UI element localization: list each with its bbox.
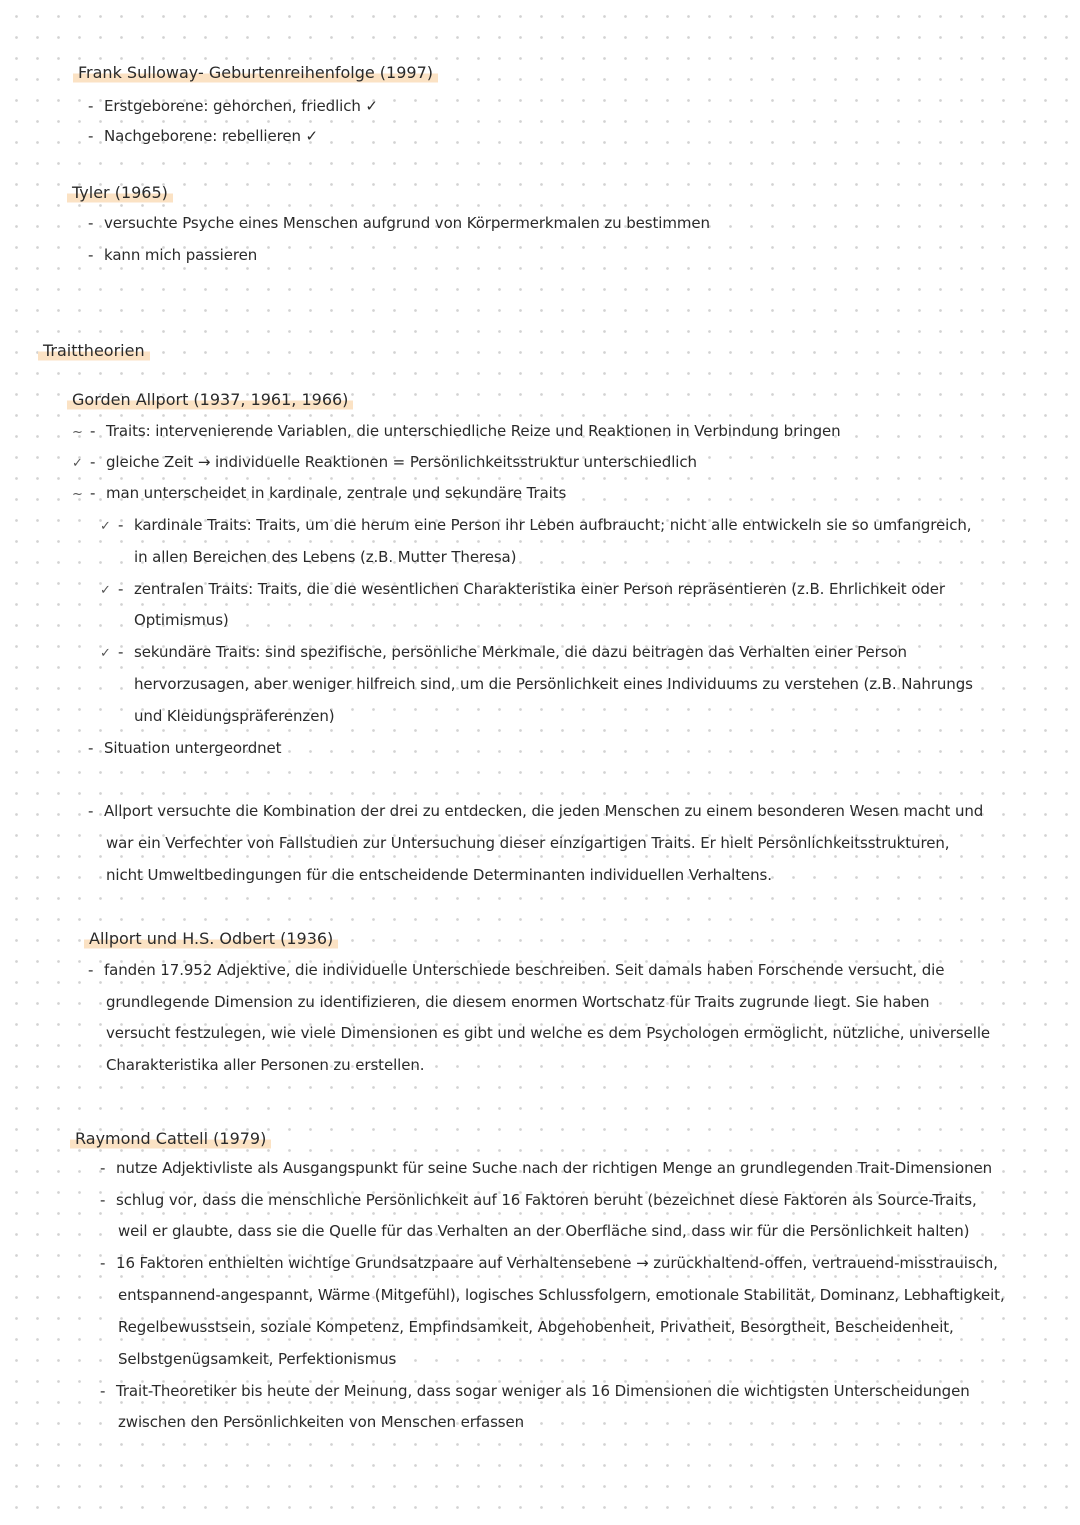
heading-traittheorien: Traittheorien (38, 340, 150, 362)
item-text: versuchte Psyche eines Menschen aufgrund von Körpermerkmalen zu bestimmen (104, 214, 710, 232)
dash-mark: - (88, 214, 94, 232)
dash-mark: - (100, 1191, 106, 1209)
item-text: 16 Faktoren enthielten wichtige Grundsatzpaare auf Verhaltensebene → zurückhaltend-offen, vertrauend-misstrauisch, (116, 1254, 998, 1272)
list-item (72, 482, 566, 506)
list-item (88, 125, 318, 147)
paragraph-line: Charakteristika aller Personen zu erstellen. (106, 1056, 425, 1074)
check-mark-icon: ✓ (100, 646, 111, 661)
item-text: zentralen Traits: Traits, die die wesentlichen Charakteristika einer Person repräsentieren (z.B. Ehrlichkeit oder (134, 580, 945, 598)
dash-mark: - (100, 1159, 106, 1177)
list-item (88, 244, 257, 266)
dash-mark: - (100, 1382, 106, 1400)
item-text: Erstgeborene: gehorchen, friedlich ✓ (104, 97, 378, 115)
item-text: man unterscheidet in kardinale, zentrale und sekundäre Traits (106, 484, 567, 502)
sub-list-item (100, 578, 945, 602)
dash-mark: - (90, 453, 96, 471)
dash-mark: - (100, 1254, 106, 1272)
dash-mark: - (88, 246, 94, 264)
sub-list-item (100, 641, 907, 665)
dash-mark: - (118, 580, 124, 598)
item-text: Nachgeborene: rebellieren ✓ (104, 127, 318, 145)
item-continuation: entspannend-angespannt, Wärme (Mitgefühl), logisches Schlussfolgern, emotionale Stabilität, Dominanz, Lebhaftigkeit, (118, 1286, 1005, 1304)
list-item (100, 1157, 992, 1179)
list-item (100, 1189, 977, 1211)
paragraph-line (88, 959, 944, 981)
check-mark-icon: ✓ (100, 519, 111, 534)
list-item (88, 95, 378, 117)
heading-tyler: Tyler (1965) (67, 182, 173, 204)
paragraph-line: versucht festzulegen, wie viele Dimensionen es gibt und welche es dem Psychologen ermöglicht, nützliche, universelle (106, 1024, 991, 1042)
item-text: sekundäre Traits: sind spezifische, persönliche Merkmale, die dazu beitragen das Verhalten einer Person (134, 643, 907, 661)
item-text: Allport versuchte die Kombination der drei zu entdecken, die jeden Menschen zu einem besonderen Wesen macht und (104, 802, 984, 820)
item-continuation: Optimismus) (134, 611, 229, 629)
dash-mark: - (88, 961, 94, 979)
dash-mark: - (88, 802, 94, 820)
item-text: gleiche Zeit → individuelle Reaktionen = Persönlichkeitsstruktur unterschiedlich (106, 453, 697, 471)
paragraph-line (88, 800, 983, 822)
item-text: Situation untergeordnet (104, 739, 282, 757)
check-mark-icon: ✓ (72, 456, 83, 471)
dash-mark: - (88, 97, 94, 115)
heading-cattell: Raymond Cattell (1979) (70, 1128, 271, 1150)
dash-mark: - (90, 422, 96, 440)
list-item (88, 737, 281, 759)
list-item (88, 212, 710, 234)
dash-mark: - (90, 484, 96, 502)
item-continuation: Regelbewusstsein, soziale Kompetenz, Empfindsamkeit, Abgehobenheit, Privatheit, Besorgtheit, Bescheidenheit, (118, 1318, 954, 1336)
paragraph-line: nicht Umweltbedingungen für die entscheidende Determinanten individuellen Verhaltens. (106, 866, 772, 884)
item-text: fanden 17.952 Adjektive, die individuelle Unterschiede beschreiben. Seit damals haben Forschende versucht, die (104, 961, 945, 979)
list-item (100, 1380, 970, 1402)
item-text: kardinale Traits: Traits, um die herum eine Person ihr Leben aufbraucht; nicht alle entwickeln sie so umfangreich, (134, 516, 972, 534)
tilde-mark: ~ (72, 487, 83, 502)
list-item (72, 451, 697, 475)
paragraph-line: grundlegende Dimension zu identifizieren, die diesem enormen Wortschatz für Traits zugrunde liegt. Sie haben (106, 993, 930, 1011)
heading-allport-odbert: Allport und H.S. Odbert (1936) (84, 928, 338, 950)
list-item (72, 420, 841, 444)
item-continuation: zwischen den Persönlichkeiten von Menschen erfassen (118, 1413, 525, 1431)
paragraph-line: war ein Verfechter von Fallstudien zur Untersuchung dieser einzigartigen Traits. Er hielt Persönlichkeitsstrukturen, (106, 834, 950, 852)
item-text: Traits: intervenierende Variablen, die unterschiedliche Reize und Reaktionen in Verbindung bringen (106, 422, 841, 440)
item-text: Trait-Theoretiker bis heute der Meinung, dass sogar weniger als 16 Dimensionen die wichtigsten Unterscheidungen (116, 1382, 970, 1400)
heading-allport: Gorden Allport (1937, 1961, 1966) (67, 389, 353, 411)
tilde-mark: ~ (72, 425, 83, 440)
item-text: schlug vor, dass die menschliche Persönlichkeit auf 16 Faktoren beruht (bezeichnet diese Faktoren als Source-Traits, (116, 1191, 977, 1209)
dash-mark: - (118, 516, 124, 534)
sub-list-item (100, 514, 971, 538)
heading-sulloway: Frank Sulloway- Geburtenreihenfolge (1997) (73, 62, 438, 84)
item-continuation: in allen Bereichen des Lebens (z.B. Mutter Theresa) (134, 548, 517, 566)
dash-mark: - (88, 739, 94, 757)
dash-mark: - (118, 643, 124, 661)
item-continuation: hervorzusagen, aber weniger hilfreich sind, um die Persönlichkeit eines Individuums zu verstehen (z.B. Nahrungs (134, 675, 973, 693)
list-item (100, 1252, 998, 1274)
dash-mark: - (88, 127, 94, 145)
check-mark-icon: ✓ (100, 583, 111, 598)
item-continuation: weil er glaubte, dass sie die Quelle für das Verhalten an der Oberfläche sind, dass wir für die Persönlichkeit halten) (118, 1222, 970, 1240)
item-continuation: und Kleidungspräferenzen) (134, 707, 335, 725)
item-continuation: Selbstgenügsamkeit, Perfektionismus (118, 1350, 397, 1368)
item-text: kann mich passieren (104, 246, 258, 264)
item-text: nutze Adjektivliste als Ausgangspunkt für seine Suche nach der richtigen Menge an grundlegenden Trait-Dimensionen (116, 1159, 993, 1177)
